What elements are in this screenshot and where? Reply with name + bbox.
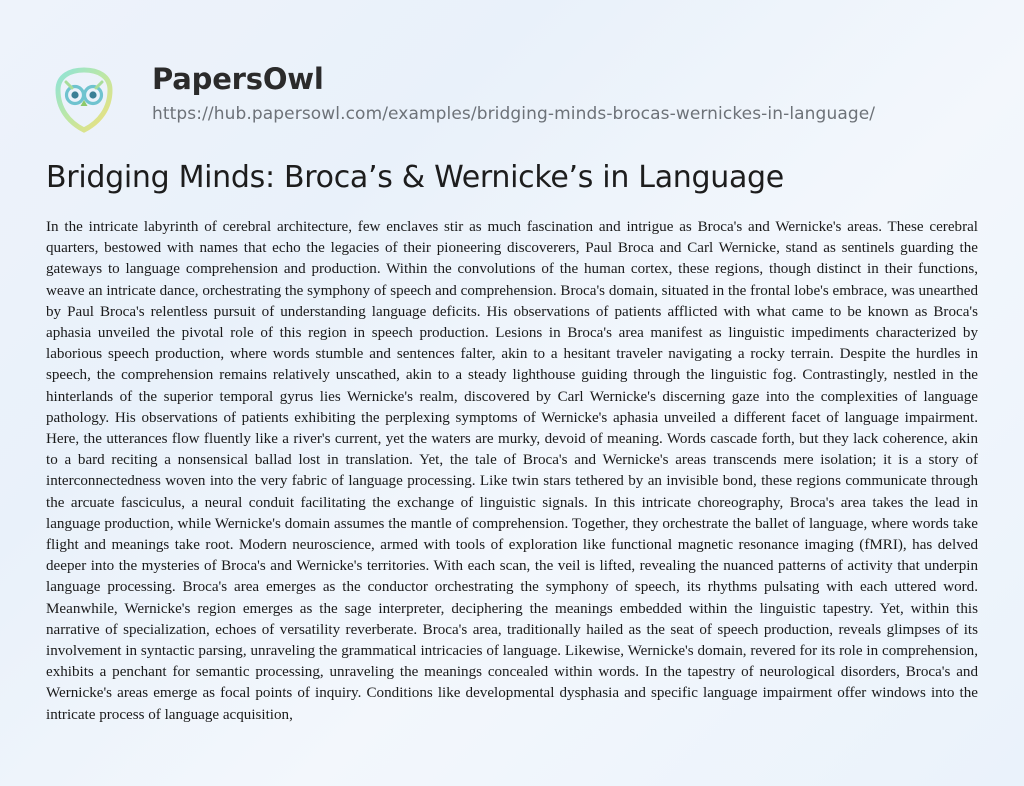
page-url[interactable]: https://hub.papersowl.com/examples/bridging-minds-brocas-wernickes-in-language/ — [152, 104, 876, 124]
page-title: Bridging Minds: Broca’s & Wernicke’s in Language — [46, 160, 784, 195]
brand-name: PapersOwl — [152, 62, 324, 96]
article-container — [46, 160, 978, 726]
site-header — [0, 50, 1024, 146]
article-body-text: In the intricate labyrinth of cerebral architecture, few enclaves stir as much fascination and intrigue as Broca's and Wernicke's areas. These cerebral quarters, bestowed with names that echo the legacies of their pioneering discoverers, Paul Broca and Carl Wernicke, stand as sentinels guarding the gateways to language comprehension and production. Within the convolutions of the human cortex, these regions, though distinct in their functions, weave an intricate dance, orchestrating the symphony of speech and comprehension. Broca's domain, situated in the frontal lobe's embrace, was unearthed by Paul Broca's relentless pursuit of understanding language deficits. His observations of patients afflicted with what came to be known as Broca's aphasia unveiled the pivotal role of this region in speech production. Lesions in Broca's area manifest as linguistic impediments characterized by laborious speech production, where words stumble and sentences falter, akin to a hesitant traveler navigating a rocky terrain. Despite the hurdles in speech, the comprehension remains relatively unscathed, akin to a steady lighthouse guiding through the linguistic fog. Contrastingly, nestled in the hinterlands of the superior temporal gyrus lies Wernicke's realm, discovered by Carl Wernicke's discerning gaze into the complexities of language pathology. His observations of patients exhibiting the perplexing symptoms of Wernicke's aphasia unveiled a different facet of language impairment. Here, the utterances flow fluently like a river's current, yet the waters are murky, devoid of meaning. Words cascade forth, but they lack coherence, akin to a bard reciting a nonsensical ballad lost in translation. Yet, the tale of Broca's and Wernicke's areas transcends mere isolation; it is a story of interconnectedness woven into the very fabric of language processing. Like twin stars tethered by an invisible bond, these regions communicate through the arcuate fasciculus, a neural conduit facilitating the exchange of linguistic signals. In this intricate choreography, Broca's area takes the lead in language production, while Wernicke's domain assumes the mantle of comprehension. Together, they orchestrate the ballet of language, where words take flight and meanings take root. Modern neuroscience, armed with tools of exploration like functional magnetic resonance imaging (fMRI), has delved deeper into the mysteries of Broca's and Wernicke's territories. With each scan, the veil is lifted, revealing the nuanced patterns of activity that underpin language processing. Broca's area emerges as the conductor orchestrating the symphony of speech, its rhythms pulsating with each uttered word. Meanwhile, Wernicke's region emerges as the sage interpreter, deciphering the meanings embedded within the linguistic tapestry. Yet, within this narrative of specialization, echoes of versatility reverberate. Broca's area, traditionally hailed as the seat of speech production, reveals glimpses of its involvement in syntactic parsing, unraveling the grammatical intricacies of language. Likewise, Wernicke's domain, revered for its role in comprehension, exhibits a penchant for semantic processing, unraveling the meanings concealed within words. In the tapestry of neurological disorders, Broca's and Wernicke's areas emerge as focal points of inquiry. Conditions like developmental dysphasia and specific language impairment offer windows into the intricate process of language acquisition, — [46, 219, 978, 723]
owl-logo-icon — [48, 64, 120, 136]
